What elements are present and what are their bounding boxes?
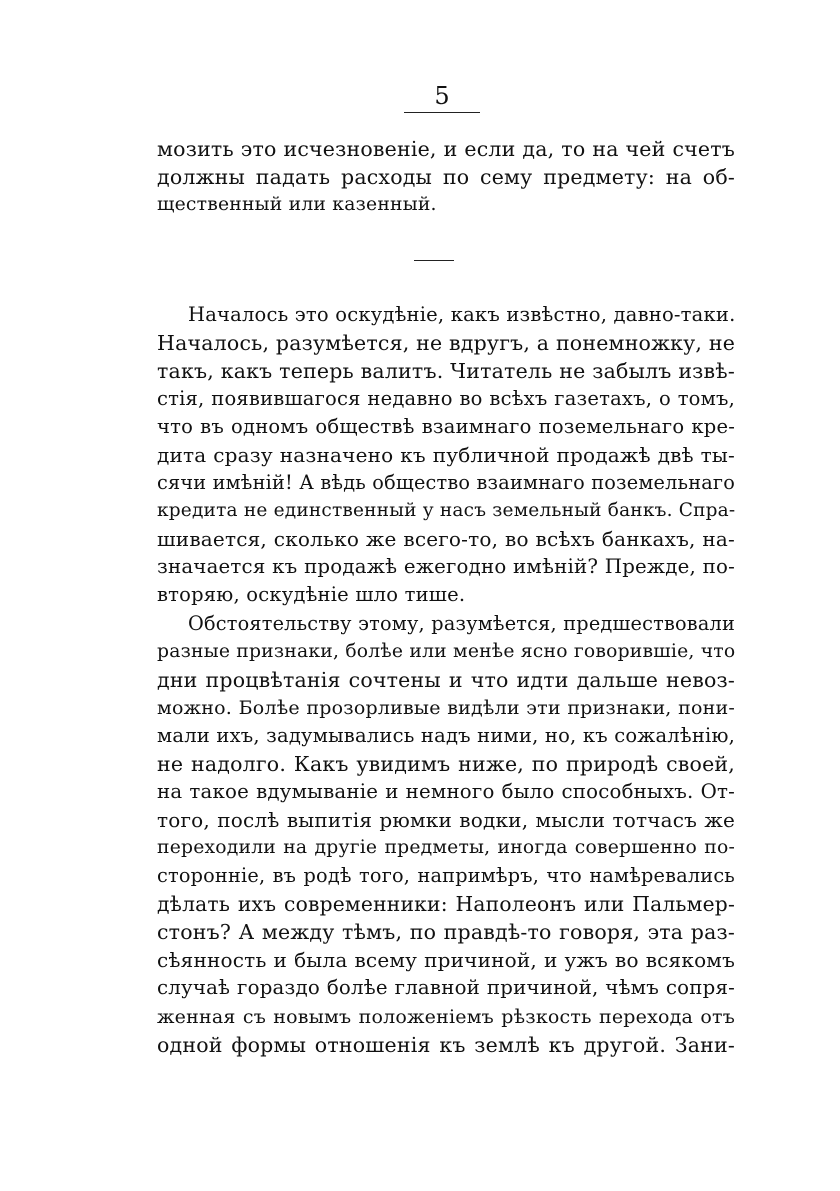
text-line: дни процвѣтанія сочтены и что идти дальше невоз- xyxy=(157,668,735,692)
text-line: что въ одномъ обществѣ взаимнаго поземельнаго кре- xyxy=(157,415,735,438)
text-line: кредита не единственный у насъ земельный банкъ. Спра- xyxy=(157,500,736,521)
page-number: 5 xyxy=(434,82,450,110)
text-line: мозить это исчезновеніе, и если да, то на чей счетъ xyxy=(157,137,735,161)
text-line: такъ, какъ теперь валитъ. Читатель не забылъ извѣ- xyxy=(157,359,735,383)
text-line: того, послѣ выпитія рюмки водки, мысли тотчасъ же xyxy=(157,808,735,832)
text-line: женная съ новымъ положеніемъ рѣзкость перехода отъ xyxy=(157,1006,735,1028)
text-line: Началось, разумѣется, не вдругъ, а понемножку, не xyxy=(157,331,736,355)
text-line: шивается, сколько же всего-то, во всѣхъ банкахъ, на- xyxy=(157,527,735,551)
text-line: щественный или казенный. xyxy=(157,194,437,215)
text-line: случаѣ гораздо болѣе главной причиной, чѣмъ сопря- xyxy=(157,976,735,999)
text-line: сѣянность и была всему причиной, и ужъ во всякомъ xyxy=(157,948,735,972)
page-number-rule xyxy=(404,112,480,113)
text-line: не надолго. Какъ увидимъ ниже, по природѣ своей, xyxy=(157,752,735,776)
text-line: можно. Болѣе прозорливые видѣли эти признаки, пони- xyxy=(157,697,735,719)
text-line: на такое вдумываніе и немного было способныхъ. От- xyxy=(157,780,735,803)
text-line: значается къ продажѣ ежегодно имѣній? Прежде, по- xyxy=(157,555,735,578)
text-line: стія, появившагося недавно во всѣхъ газетахъ, о томъ, xyxy=(157,387,735,410)
text-line: Обстоятельству этому, разумѣется, предшествовали xyxy=(188,612,735,635)
text-line: мали ихъ, задумывались надъ ними, но, къ сожалѣнію, xyxy=(157,724,736,747)
text-line: переходили на другіе предметы, иногда совершенно по- xyxy=(157,837,735,858)
text-line: дита сразу назначено къ публичной продажѣ двѣ ты- xyxy=(157,443,735,467)
section-separator xyxy=(414,260,454,261)
text-line: вторяю, оскудѣніе шло тише. xyxy=(157,583,466,606)
text-line: разные признаки, болѣе или менѣе ясно говорившіе, что xyxy=(157,641,736,662)
text-line: стороннie, въ родѣ того, напримѣръ, что намѣревались xyxy=(157,864,735,887)
text-line: стонъ? А между тѣмъ, по правдѣ-то говоря, эта раз- xyxy=(157,920,735,944)
text-line: должны падать расходы по сему предмету: на об- xyxy=(157,165,735,189)
text-line: одной формы отношенія къ землѣ къ другой. Зани- xyxy=(157,1033,735,1057)
text-line: сячи имѣній! А вѣдь общество взаимнаго поземельнаго xyxy=(157,471,736,494)
text-line: Началось это оскудѣніе, какъ извѣстно, давно-таки. xyxy=(188,303,736,326)
text-line: дѣлать ихъ современники: Наполеонъ или Пальмер- xyxy=(157,892,735,916)
